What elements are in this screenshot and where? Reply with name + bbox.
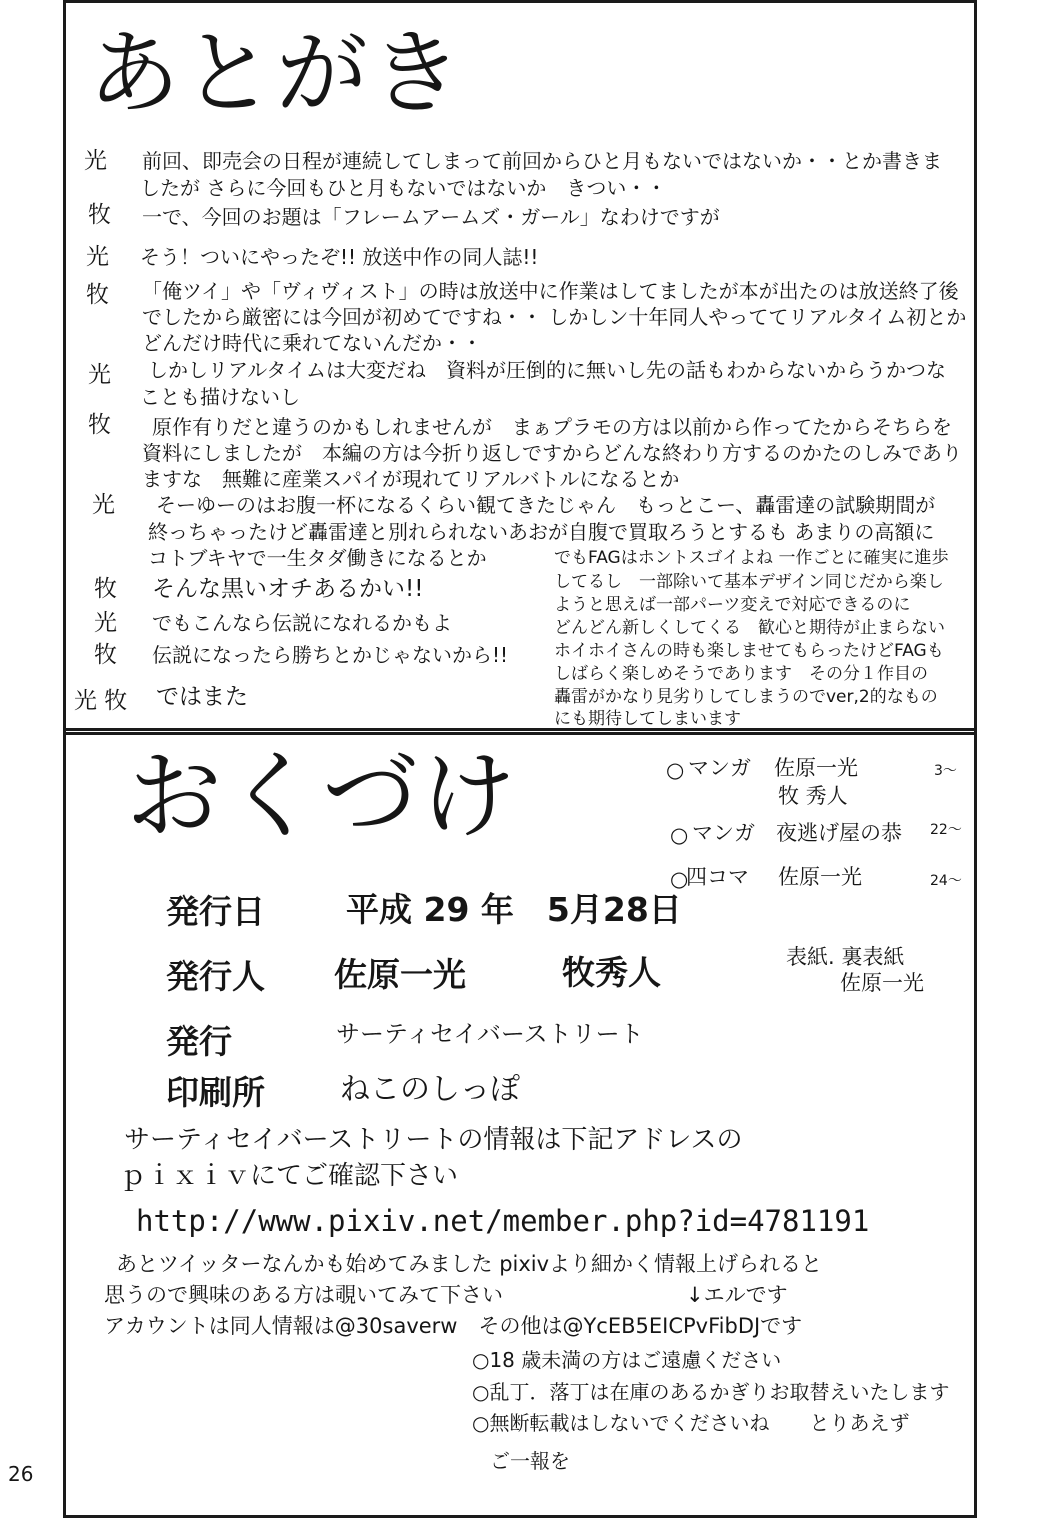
cover-credit-name: 佐原一光: [840, 971, 924, 995]
afterword-heading: あとがき: [88, 20, 465, 127]
publisher-name: 牧秀人: [562, 953, 661, 992]
issuer-value: サーティセイバーストリート: [336, 1020, 644, 1048]
contents-author: 夜逃げ屋の恭: [776, 821, 902, 845]
contents-type: 四コマ: [686, 865, 749, 889]
note-line: ようと思えば一部パーツ変えで対応できるのに: [554, 595, 911, 615]
note-line: 轟雷がかなり見劣りしてしまうのでver,2的なもの: [554, 687, 938, 707]
notice-line: ○18 歳未満の方はご遠慮ください: [472, 1348, 782, 1372]
speaker-label: 光: [88, 362, 111, 388]
dialogue-line: 一で、今回のお題は「フレームアームズ・ガール」なわけですが: [142, 205, 720, 229]
dialogue-line: どんだけ時代に乗れてないんだか・・: [142, 331, 482, 355]
contents-bullet: ○: [666, 758, 685, 782]
speaker-label: 光: [92, 492, 115, 518]
note-line: どんどん新しくしてくる 歓心と期待が止まらない: [554, 618, 945, 638]
issuer-label: 発行: [166, 1022, 232, 1061]
speaker-label: 光: [86, 244, 109, 270]
dialogue-line: そう！ついにやったぞ!! 放送中作の同人誌!!: [140, 245, 539, 269]
note-line: しばらく楽しめそうであります その分１作目の: [554, 664, 928, 684]
twitter-arrow: ↓エルです: [686, 1283, 788, 1307]
contents-page: 3～: [934, 763, 957, 779]
date-label: 発行日: [166, 892, 265, 931]
contents-page: 24～: [930, 873, 962, 889]
contents-author: 佐原一光: [778, 865, 862, 889]
contents-type: マンガ: [692, 821, 755, 845]
dialogue-line: 「俺ツイ」や「ヴィヴィスト」の時は放送中に作業はしてましたが本が出たのは放送終了後: [142, 279, 959, 303]
speaker-label: 牧: [86, 282, 109, 308]
contents-bullet: ○: [670, 823, 689, 847]
cover-credit-label: 表紙. 裏表紙: [786, 945, 905, 969]
dialogue-line: しかしリアルタイムは大変だね 資料が圧倒的に無いし先の話もわからないからうかつな: [148, 358, 946, 382]
dialogue-line: ではまた: [156, 684, 248, 710]
dialogue-line: でもこんなら伝説になれるかもよ: [152, 611, 452, 635]
contents-page: 22～: [930, 822, 962, 838]
dialogue-line: 終っちゃったけど轟雷達と別れられないあおが自腹で買取ろうとするも あまりの高額に: [148, 520, 935, 544]
printer-value: ねこのしっぽ: [340, 1072, 520, 1107]
dialogue-line: ことも描けないし: [140, 385, 300, 409]
twitter-line: アカウントは同人情報は@30saverw その他は@YcEB5EICPvFibDJです: [104, 1314, 803, 1338]
dialogue-line: 前回、即売会の日程が連続してしまって前回からひと月もないではないか・・とか書きま: [142, 149, 942, 173]
note-line: してるし 一部除いて基本デザイン同じだから楽し: [554, 572, 944, 592]
info-line: サーティセイバーストリートの情報は下記アドレスの: [124, 1125, 743, 1155]
dialogue-line: そんな黒いオチあるかい!!: [152, 576, 424, 602]
printer-label: 印刷所: [166, 1073, 265, 1112]
date-value: 平成 29 年 5月28日: [346, 890, 682, 929]
speaker-label: 牧: [88, 412, 111, 438]
speaker-label: 牧: [94, 642, 117, 668]
speaker-label: 牧: [94, 576, 117, 602]
twitter-line: あとツイッターなんかも始めてみました pixivより細かく情報上げられると: [116, 1252, 823, 1276]
speaker-label: 光: [94, 610, 117, 636]
contents-bullet: ○: [670, 867, 689, 891]
dialogue-line: でしたから厳密には今回が初めてですね・・ しかしン十年同人やっててリアルタイム初とか: [142, 305, 967, 329]
twitter-line: 思うので興味のある方は覗いてみて下さい: [104, 1283, 503, 1307]
notice-line: ○無断転載はしないでくださいね とりあえず: [472, 1411, 910, 1435]
speaker-label: 牧: [88, 202, 111, 228]
note-line: にも期待してしまいます: [554, 709, 741, 729]
page-number: 26: [8, 1462, 34, 1486]
dialogue-line: そーゆーのはお腹一杯になるくらい観てきたじゃん もっとこー、轟雷達の試験期間が: [156, 493, 936, 517]
note-line: でもFAGはホントスゴイよね 一作ごとに確実に進歩: [554, 548, 949, 568]
note-line: ホイホイさんの時も楽しませてもらったけどFAGも: [554, 641, 944, 661]
info-line: ｐｉｘｉｖにてご確認下さい: [120, 1161, 459, 1191]
contents-author: 牧 秀人: [778, 784, 848, 808]
dialogue-line: 原作有りだと違うのかもしれませんが まぁプラモの方は以前から作ってたからそちらを: [152, 415, 952, 439]
pixiv-url[interactable]: http://www.pixiv.net/member.php?id=4781191: [136, 1204, 870, 1238]
contents-type: マンガ: [688, 756, 751, 780]
dialogue-line: 資料にしましたが 本編の方は今折り返しですからどんな終わり方するのかたのしみであり: [142, 441, 962, 465]
speaker-label: 光 牧: [74, 688, 128, 714]
contents-author: 佐原一光: [774, 756, 858, 780]
publisher-name: 佐原一光: [334, 955, 466, 994]
speaker-label: 光: [84, 148, 107, 174]
dialogue-line: 伝説になったら勝ちとかじゃないから!!: [152, 643, 509, 667]
colophon-heading: おくづけ: [126, 740, 518, 852]
notice-line: ご一報を: [490, 1449, 570, 1473]
dialogue-line: ますな 無難に産業スパイが現れてリアルバトルになるとか: [142, 467, 680, 491]
publisher-label: 発行人: [166, 957, 265, 996]
notice-line: ○乱丁．落丁は在庫のあるかぎりお取替えいたします: [472, 1380, 950, 1404]
dialogue-line: したが さらに今回もひと月もないではないか きつい・・: [140, 176, 667, 200]
dialogue-line: コトブキヤで一生タダ働きになるとか: [148, 546, 487, 570]
